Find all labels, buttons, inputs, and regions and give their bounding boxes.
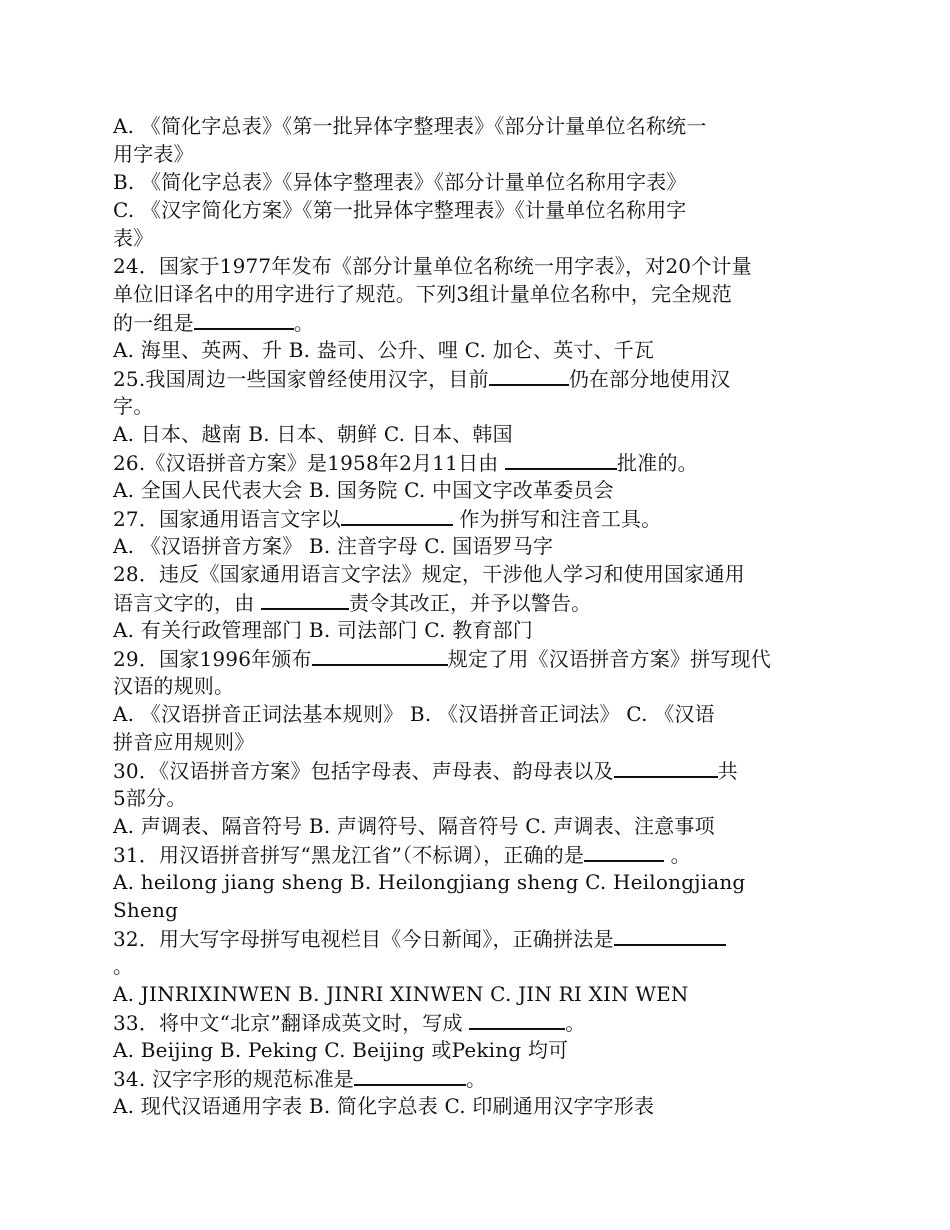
q27-text: 27．国家通用语言文字以 — [113, 507, 341, 531]
q29-options-line2: 拼音应用规则》 — [113, 730, 255, 754]
q30-text-end: 共 — [717, 759, 738, 783]
q25-text: 25.我国周边一些国家曾经使用汉字，目前 — [113, 367, 489, 391]
q26-options: A. 全国人民代表大会 B. 国务院 C. 中国文字改革委员会 — [113, 478, 614, 502]
q26-text: 26.《汉语拼音方案》是1958年2月11日由 — [113, 451, 506, 475]
q24-text-end: 。 — [293, 311, 315, 335]
q29-text-end: 规定了用《汉语拼音方案》拼写现代 — [447, 647, 771, 671]
q28-line1: 28．违反《国家通用语言文字法》规定，干涉他人学习和使用国家通用 — [113, 562, 745, 586]
answer-blank[interactable] — [614, 756, 718, 778]
q31-options-line2: Sheng — [113, 898, 179, 922]
answer-blank[interactable] — [584, 840, 664, 862]
q34-question — [113, 1064, 843, 1092]
q30-text: 30．《汉语拼音方案》包括字母表、声母表、韵母表以及 — [113, 759, 614, 783]
q27-question — [113, 504, 843, 532]
q30-options: A. 声调表、隔音符号 B. 声调符号、隔音符号 C. 声调表、注意事项 — [113, 814, 715, 838]
q33-options: A. Beijing B. Peking C. Beijing 或Peking 均可 — [113, 1038, 569, 1062]
q23-option-c-line1: C. 《汉字简化方案》《第一批异体字整理表》《计量单位名称用字 — [113, 198, 687, 222]
answer-blank[interactable] — [614, 924, 726, 946]
q29-line2: 汉语的规则。 — [113, 674, 235, 698]
q32-options: A. JINRIXINWEN B. JINRI XINWEN C. JIN RI XIN WEN — [113, 982, 689, 1006]
q30-line1 — [113, 756, 843, 784]
q32-line1 — [113, 924, 843, 952]
q33-question — [113, 1008, 843, 1036]
q33-text-end: 。 — [565, 1011, 586, 1035]
q27-options: A. 《汉语拼音方案》 B. 注音字母 C. 国语罗马字 — [113, 534, 554, 558]
q23-option-a-line2: 用字表》 — [113, 142, 194, 166]
q27-text-end: 作为拼写和注音工具。 — [452, 507, 662, 531]
q26-text-end: 批准的。 — [617, 451, 698, 475]
q26-question — [113, 448, 843, 476]
q23-option-b: B. 《简化字总表》《异体字整理表》《部分计量单位名称用字表》 — [113, 170, 687, 194]
exam-page — [113, 112, 843, 1120]
q31-text: 31．用汉语拼音拼写“黑龙江省”（不标调），正确的是 — [113, 843, 585, 867]
q34-text-end: 。 — [465, 1067, 487, 1091]
q33-text: 33．将中文“北京”翻译成英文时，写成 — [113, 1011, 470, 1035]
q24-text: 的一组是 — [113, 311, 194, 335]
q28-text: 语言文字的，由 — [113, 591, 261, 615]
q28-line2 — [113, 588, 843, 616]
q32-text: 32．用大写字母拼写电视栏目《今日新闻》，正确拼法是 — [113, 927, 614, 951]
answer-blank[interactable] — [489, 364, 569, 386]
answer-blank[interactable] — [354, 1064, 466, 1086]
answer-blank[interactable] — [469, 1008, 565, 1030]
q28-text-end: 责令其改正，并予以警告。 — [348, 591, 592, 615]
q29-options-line1: A. 《汉语拼音正词法基本规则》 B. 《汉语拼音正词法》 C. 《汉语 — [113, 702, 715, 726]
q32-line2: 。 — [113, 954, 134, 978]
answer-blank[interactable] — [312, 644, 448, 666]
q23-option-c-line2: 表》 — [113, 226, 154, 250]
q25-options: A. 日本、越南 B. 日本、朝鲜 C. 日本、韩国 — [113, 422, 513, 446]
q34-text: 34. 汉字字形的规范标准是 — [113, 1067, 354, 1091]
q25-text-end: 仍在部分地使用汉 — [568, 367, 731, 391]
answer-blank[interactable] — [341, 504, 453, 526]
q34-options: A. 现代汉语通用字表 B. 简化字总表 C. 印刷通用汉字字形表 — [113, 1094, 655, 1118]
q24-line2: 单位旧译名中的用字进行了规范。下列3组计量单位名称中，完全规范 — [113, 282, 732, 306]
q31-question — [113, 840, 843, 868]
answer-blank[interactable] — [261, 588, 349, 610]
answer-blank[interactable] — [194, 308, 294, 330]
q31-text-end: 。 — [664, 843, 691, 867]
q30-line2: 5部分。 — [113, 786, 187, 810]
q23-option-a-line1: A. 《简化字总表》《第一批异体字整理表》《部分计量单位名称统一 — [113, 114, 707, 138]
q28-options: A. 有关行政管理部门 B. 司法部门 C. 教育部门 — [113, 618, 533, 642]
q31-options-line1: A. heilong jiang sheng B. Heilongjiang sheng C. Heilongjiang — [113, 870, 746, 894]
q29-text: 29．国家1996年颁布 — [113, 647, 312, 671]
q25-line2: 字。 — [113, 394, 154, 418]
q24-line1: 24．国家于1977年发布《部分计量单位名称统一用字表》，对20个计量 — [113, 254, 752, 278]
q29-line1 — [113, 644, 843, 672]
q24-line3 — [113, 308, 843, 336]
q25-line1 — [113, 364, 843, 392]
q24-options: A. 海里、英两、升 B. 盎司、公升、哩 C. 加仑、英寸、千瓦 — [113, 338, 655, 362]
answer-blank[interactable] — [505, 448, 617, 470]
